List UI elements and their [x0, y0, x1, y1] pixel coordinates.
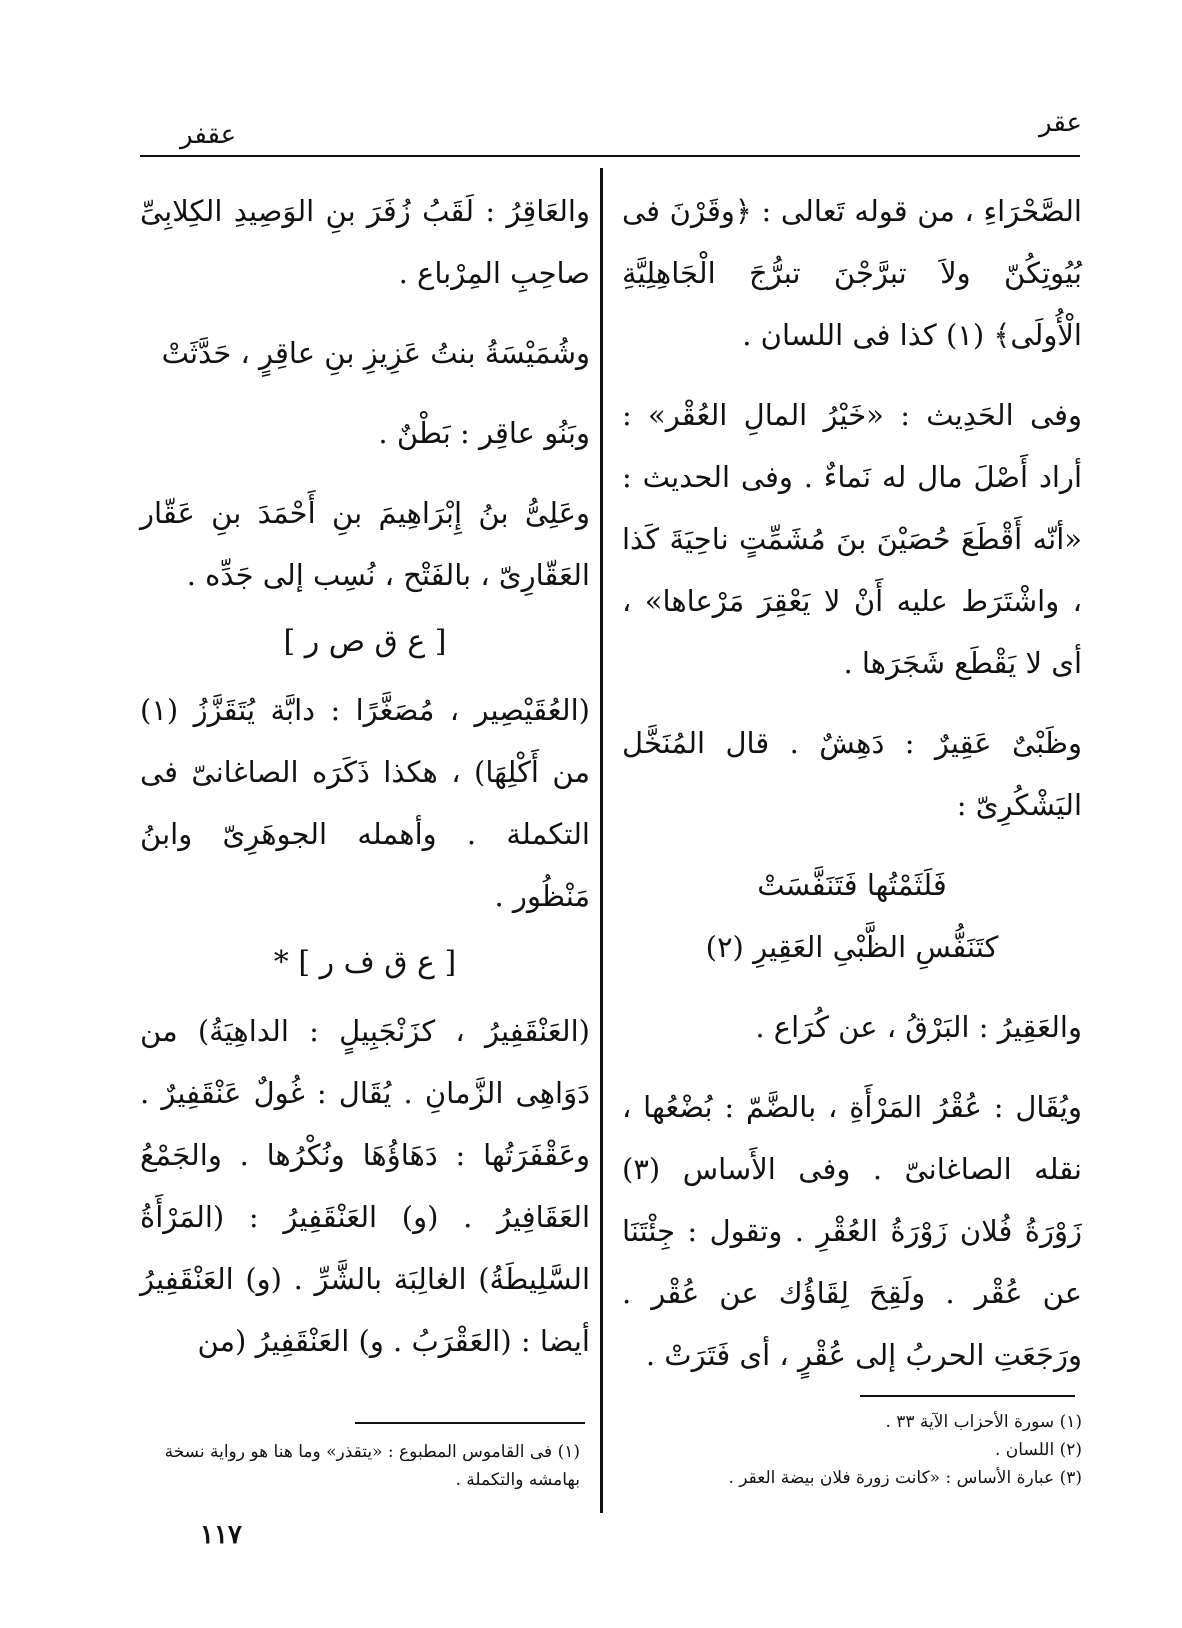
paragraph: وظَبْىٌ عَقِيرٌ : دَهِشٌ . قال المُنَخَّل اليَشْكُرِىّ :: [622, 726, 1082, 822]
header-rule: [140, 155, 1080, 157]
paragraph: (العُقَيْصِير ، مُصَغَّرًا : دابَّة يُتَقَزَّزُ (١) من أَكْلِهَا) ، هكذا ذَكَرَه الصاغانىّ فى التكملة . وأهمله الجوهَرِىّ وابنُ مَنْظُور .: [140, 693, 590, 913]
paragraph: الصَّحْرَاءِ ، من قوله تَعالى : ﴿وقَرْنَ فى بُيُوتِكُنّ ولاَ تبرَّجْنَ تبرُّجَ الْجَاهِلِيَّةِ الْأُولَى﴾ (١) كذا فى اللسان .: [622, 194, 1082, 352]
footnote-rule: [355, 1422, 585, 1424]
paragraph: ويُقَال : عُقْرُ المَرْأَةِ ، بالضَّمّ : بُضْعُها ، نقله الصاغانىّ . وفى الأَساس (٣) زَوْرَةُ فُلان زَوْرَةُ العُقْرِ . وتقول : جِئْتَنَا عن عُقْر . ولَقِحَ لِقَاؤُك عن عُقْر . ورَجَعَتِ الحربُ إلى عُقْرٍ ، أى فَتَرَتْ .: [622, 1090, 1082, 1372]
running-head-left: عقفر: [180, 120, 237, 150]
paragraph: والعَاقِرُ : لَقَبُ زُفَرَ بنِ الوَصِيدِ الكِلابِىِّ صاحِبِ المِرْباع .: [140, 194, 590, 290]
footnotes-right: [642, 1408, 1082, 1492]
right-column: [622, 180, 1082, 1404]
entry-heading: [ ع ق ف ر ] *: [273, 945, 457, 980]
entry-heading: [ ع ق ص ر ]: [283, 624, 447, 659]
footnote: (١) فى القاموس المطبوع : «يتقذر» وما هنا هو رواية نسخة بهامشه والتكملة .: [164, 1442, 580, 1490]
paragraph: (العَنْقَفِيرُ ، كزَنْجَبِيلٍ : الداهِيَةُ) من دَوَاهِى الزَّمانِ . يُقَال : غُولٌ عَنْقَفِيرٌ . وعَقْفَرَتُها : دَهَاؤُهَا ونُكْرُها . والجَمْعُ العَقَافِيرُ . (و) العَنْقَفِيرُ : (المَرْأَةُ السَّلِيطَةُ) الغالِبَة بالشَّرِّ . (و) العَنْقَفِيرُ أيضا : (العَقْرَبُ . و) العَنْقَفِيرُ (من: [140, 1014, 590, 1358]
left-column: [140, 180, 590, 1390]
footnote-rule: [860, 1395, 1075, 1397]
footnote: (٣) عبارة الأساس : «كانت زورة فلان بيضة العقر .: [728, 1468, 1082, 1488]
paragraph: وشُمَيْسَةُ بنتُ عَزِيزِ بنِ عاقِرٍ ، حَدَّثَتْ: [161, 336, 590, 370]
paragraph: وبَنُو عاقِر : بَطْنٌ .: [378, 416, 590, 450]
footnote: (٢) اللسان .: [995, 1440, 1082, 1460]
footnotes-left: [140, 1438, 580, 1494]
page-number: ١١٧: [200, 1520, 242, 1550]
footnote: (١) سورة الأحزاب الآية ٣٣ .: [885, 1412, 1082, 1432]
verse-line: فَلَثَمْتُها فَتَنَفَّسَتْ: [757, 868, 947, 902]
paragraph: وفى الحَدِيث : «خَيْرُ المالِ العُقْر» : أراد أَصْلَ مال له نَماءٌ . وفى الحديث : «أنّه أَقْطَعَ حُصَيْنَ بنَ مُشَمِّتٍ ناحِيَةَ كَذا ، واشْتَرَط عليه أَنْ لا يَعْقِرَ مَرْعاها» ، أى لا يَقْطَع شَجَرَها .: [622, 398, 1082, 680]
paragraph: والعَقِيرُ : البَرْقُ ، عن كُرَاع .: [755, 1010, 1082, 1044]
column-divider: [600, 168, 603, 1513]
paragraph: وعَلِىُّ بنُ إِبْرَاهِيمَ بنِ أَحْمَدَ بنِ عَقّار العَقّارِىّ ، بالفَتْح ، نُسِب إلى جَدِّه .: [140, 496, 590, 592]
running-head-right: عقر: [1038, 108, 1082, 138]
verse-line: كتَنَفُّسِ الظَّبْىِ العَقِيرِ (٢): [705, 930, 999, 964]
